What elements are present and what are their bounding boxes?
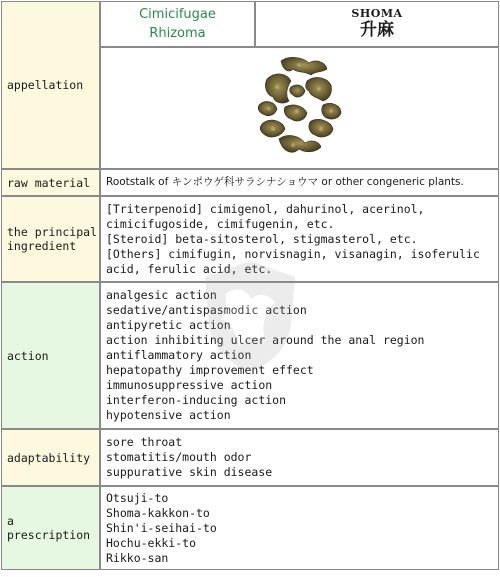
ingredient-list xyxy=(100,196,499,282)
action-item: hepatopathy improvement effect xyxy=(106,363,314,377)
prescription-list xyxy=(100,486,499,570)
adaptability-label: adaptability xyxy=(1,429,100,486)
ingredient-label-line2: ingredient xyxy=(7,239,77,253)
japanese-reading: SHOMA xyxy=(351,7,403,20)
action-item: immunosuppressive action xyxy=(106,378,273,392)
adaptability-item: sore throat xyxy=(106,435,183,449)
adaptability-item: suppurative skin disease xyxy=(106,465,273,479)
japanese-name xyxy=(255,1,499,47)
action-item: antiflammatory action xyxy=(106,348,252,362)
action-label: action xyxy=(1,282,100,429)
prescription-item: Shoma-kakkon-to xyxy=(106,505,210,520)
action-item: antipyretic action xyxy=(106,318,231,332)
prescription-item: Otsuji-to xyxy=(106,490,169,505)
prescription-item: Hochu-ekki-to xyxy=(106,535,197,550)
action-item: interferon-inducing action xyxy=(106,393,287,407)
adaptability-list xyxy=(100,429,499,486)
action-list xyxy=(100,282,499,429)
action-item: hypotensive action xyxy=(106,408,231,422)
herb-image-cell xyxy=(100,47,499,169)
appellation-label: appellation xyxy=(1,1,100,169)
latin-name-line1: Cimicifugae xyxy=(139,7,216,22)
latin-name-line2: Rhizoma xyxy=(149,26,206,41)
action-item: analgesic action xyxy=(106,288,217,302)
ingredient-label-line1: the principal xyxy=(7,225,98,239)
japanese-kanji: 升麻 xyxy=(360,20,394,40)
dried-rhizome-photo xyxy=(245,51,355,163)
raw-material-text: Rootstalk of キンポウゲ科サラシナショウマ or other congeneric plants. xyxy=(100,169,499,196)
ingredient-steroid: [Steroid] beta-sitosterol, stigmasterol, etc. xyxy=(106,231,418,246)
action-item: sedative/antispasmodic action xyxy=(106,303,307,317)
prescription-label: a prescription xyxy=(1,486,100,570)
herb-table xyxy=(1,1,499,570)
ingredient-triterpenoid: [Triterpenoid] cimigenol, dahurinol, acerinol, cimicifugoside, cimifugenin, etc. xyxy=(106,201,425,231)
ingredient-label xyxy=(1,196,100,282)
adaptability-item: stomatitis/mouth odor xyxy=(106,450,252,464)
action-item: action inhibiting ulcer around the anal region xyxy=(106,333,425,347)
prescription-item: Shin'i-seihai-to xyxy=(106,520,217,535)
raw-material-label: raw material xyxy=(1,169,100,196)
ingredient-others: [Others] cimifugin, norvisnagin, visanagin, isoferulic acid, ferulic acid, etc. xyxy=(106,246,480,276)
latin-name xyxy=(100,1,255,47)
prescription-item: Rikko-san xyxy=(106,550,169,565)
